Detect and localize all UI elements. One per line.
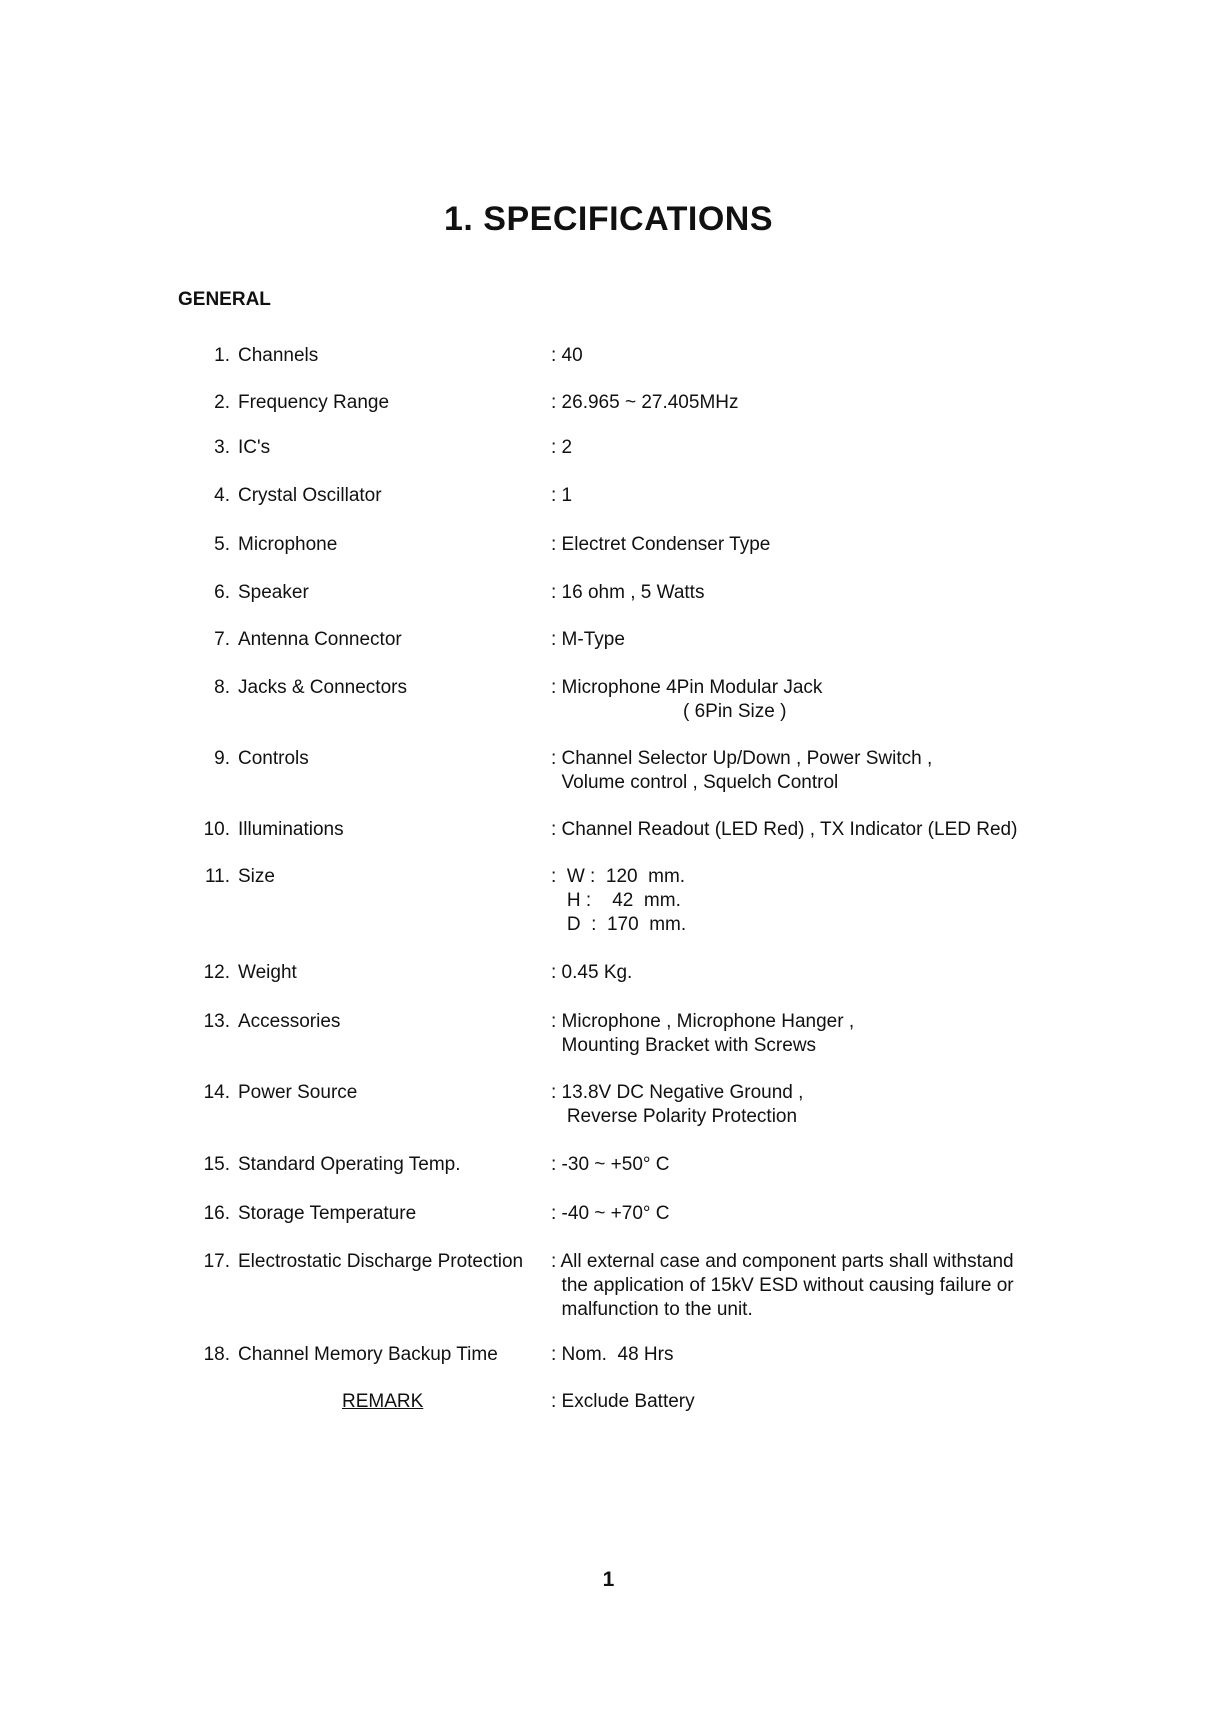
- spec-label: Microphone: [238, 534, 338, 555]
- spec-label: Accessories: [238, 1011, 341, 1032]
- page-number: 1: [602, 1568, 615, 1591]
- spec-label: Channels: [238, 345, 319, 366]
- spec-value: : 0.45 Kg.: [551, 962, 633, 983]
- spec-value: : -40 ~ +70° C: [551, 1203, 670, 1224]
- spec-value: : 1: [551, 485, 573, 506]
- spec-label: Controls: [238, 748, 309, 769]
- spec-value: : Nom. 48 Hrs: [551, 1344, 674, 1365]
- spec-number: 17.: [203, 1251, 230, 1272]
- spec-number: 2.: [214, 392, 230, 413]
- spec-label: IC's: [238, 437, 271, 458]
- spec-value: : All external case and component parts shall withstand the application of 15kV ESD without causing failure or malfunction to the unit.: [551, 1251, 1014, 1320]
- spec-value: : 26.965 ~ 27.405MHz: [551, 392, 739, 413]
- spec-value: : Microphone 4Pin Modular Jack ( 6Pin Size ): [551, 677, 823, 722]
- spec-number: 14.: [203, 1082, 230, 1103]
- spec-label: Standard Operating Temp.: [238, 1154, 461, 1175]
- spec-number: 18.: [203, 1344, 230, 1365]
- spec-number: 7.: [214, 629, 230, 650]
- spec-label: Frequency Range: [238, 392, 390, 413]
- spec-label: Jacks & Connectors: [238, 677, 407, 698]
- spec-label: Electrostatic Discharge Protection: [238, 1251, 524, 1272]
- spec-value: : W : 120 mm. H : 42 mm. D : 170 mm.: [551, 866, 687, 935]
- spec-value: : 2: [551, 437, 573, 458]
- spec-value: : M-Type: [551, 629, 625, 650]
- spec-number: 13.: [203, 1011, 230, 1032]
- spec-label: Illuminations: [238, 819, 344, 840]
- spec-number: 11.: [204, 866, 230, 887]
- spec-label: Channel Memory Backup Time: [238, 1344, 498, 1365]
- remark-value: : Exclude Battery: [551, 1391, 695, 1412]
- spec-number: 15.: [203, 1154, 230, 1175]
- spec-value: : Channel Readout (LED Red) , TX Indicator (LED Red): [551, 819, 1018, 840]
- spec-label: Speaker: [238, 582, 309, 603]
- spec-label: Storage Temperature: [238, 1203, 417, 1224]
- spec-number: 10.: [203, 819, 230, 840]
- spec-number: 4.: [214, 485, 230, 506]
- spec-number: 12.: [203, 962, 230, 983]
- spec-label: Size: [238, 866, 275, 887]
- spec-label: Crystal Oscillator: [238, 485, 382, 506]
- spec-number: 5.: [214, 534, 230, 555]
- spec-value: : 16 ohm , 5 Watts: [551, 582, 705, 603]
- spec-label: Antenna Connector: [238, 629, 402, 650]
- spec-value: : Electret Condenser Type: [551, 534, 771, 555]
- remark-label: REMARK: [342, 1391, 424, 1412]
- page-title: 1. SPECIFICATIONS: [443, 200, 774, 238]
- spec-number: 3.: [214, 437, 230, 458]
- section-heading-general: GENERAL: [178, 289, 271, 310]
- spec-label: Power Source: [238, 1082, 358, 1103]
- spec-value: : 40: [551, 345, 583, 366]
- spec-number: 9.: [214, 748, 230, 769]
- spec-label: Weight: [238, 962, 297, 983]
- spec-number: 16.: [203, 1203, 230, 1224]
- spec-value: : Microphone , Microphone Hanger , Mounting Bracket with Screws: [551, 1011, 855, 1056]
- spec-number: 1.: [214, 345, 230, 366]
- spec-value: : 13.8V DC Negative Ground , Reverse Polarity Protection: [551, 1082, 804, 1127]
- spec-number: 8.: [214, 677, 230, 698]
- spec-value: : -30 ~ +50° C: [551, 1154, 670, 1175]
- spec-value: : Channel Selector Up/Down , Power Switch , Volume control , Squelch Control: [551, 748, 933, 793]
- spec-number: 6.: [214, 582, 230, 603]
